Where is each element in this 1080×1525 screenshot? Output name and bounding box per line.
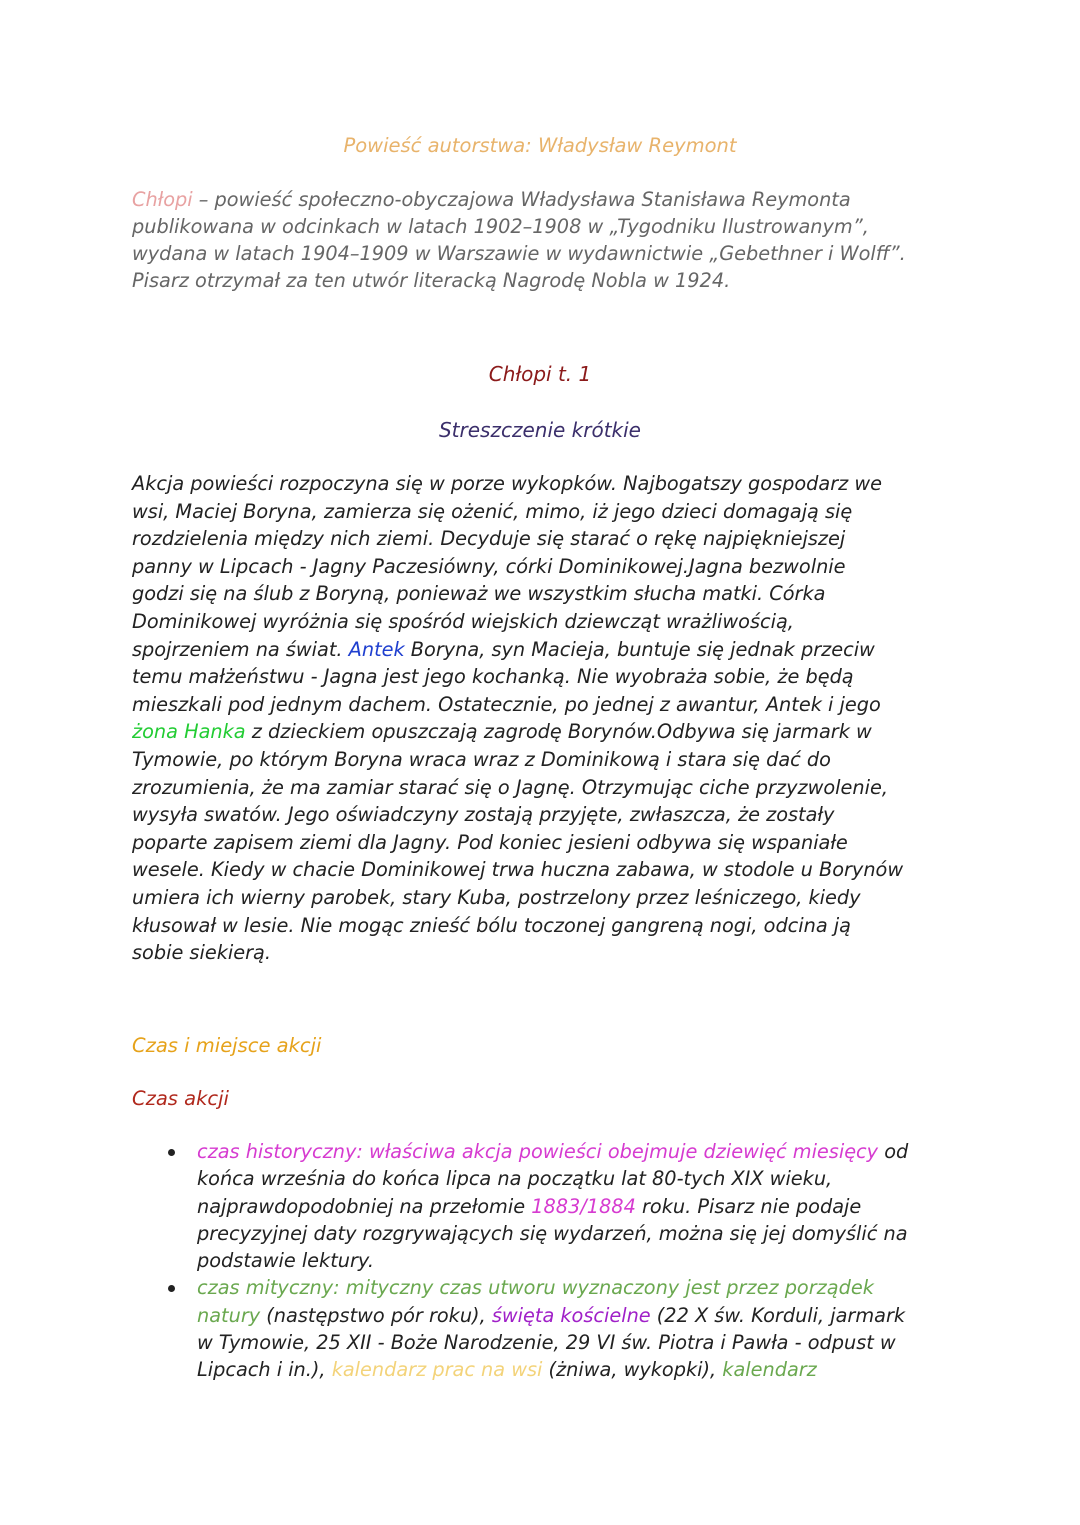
bullet-item-historical	[130, 1138, 970, 1274]
highlight-year: 1883/1884	[531, 1194, 636, 1218]
intro-title-word: Chłopi	[132, 188, 193, 211]
bullet-text: (22 X św. Korduli, jarmark	[650, 1303, 906, 1327]
bullet-text: Lipcach i in.),	[197, 1358, 332, 1382]
bullet-dot-icon	[168, 1149, 175, 1156]
summary-line: mieszkali pod jednym dachem. Ostatecznie, po jednej z awantur, Antek i jego	[132, 692, 881, 716]
highlight-historical: czas historyczny: właściwa akcja powieści obejmuje dziewięć miesięcy	[197, 1140, 879, 1163]
summary-line: umiera ich wierny parobek, stary Kuba, postrzelony przez leśniczego, kiedy	[132, 885, 861, 909]
summary-heading: Streszczenie krótkie	[438, 418, 641, 442]
summary-line	[132, 718, 962, 746]
summary-line: rozdzielenia między nich ziemi. Decyduje się starać o rękę najpiękniejszej	[132, 527, 846, 551]
section-heading: Czas i miejsce akcji	[132, 1034, 322, 1057]
highlight-mythical: czas mityczny: mityczny czas utworu wyznaczony jest przez porządek	[197, 1276, 874, 1300]
bullet-line: podstawie lektury.	[197, 1249, 374, 1273]
summary-line: Tymowie, po którym Boryna wraca wraz z Dominikową i stara się dać do	[132, 747, 831, 771]
highlight-calendar: kalendarz	[722, 1358, 817, 1382]
bullet-line: końca września do końca lipca na początku lat 80-tych XIX wieku,	[197, 1167, 833, 1191]
summary-line: wysyła swatów. Jego oświadczyny zostają przyjęte, zwłaszcza, że zostały	[132, 803, 835, 827]
summary-line: Akcja powieści rozpoczyna się w porze wykopków. Najbogatszy gospodarz we	[132, 472, 883, 495]
highlight-church-holidays: święta kościelne	[491, 1303, 651, 1327]
bullet-dot-icon	[168, 1285, 175, 1292]
intro-paragraph	[132, 186, 962, 294]
bullet-line: w Tymowie, 25 XII - Boże Narodzenie, 29 VI św. Piotra i Pawła - odpust w	[197, 1331, 896, 1355]
bullet-text: najprawdopodobniej na przełomie	[197, 1194, 532, 1218]
summary-line: temu małżeństwu - Jagna jest jego kochanką. Nie wyobraża sobie, że będą	[132, 665, 854, 689]
bullet-list	[130, 1138, 970, 1384]
summary-text: z dzieckiem opuszczają zagrodę Borynów.Odbywa się jarmark w	[245, 720, 872, 744]
bullet-item-mythical	[130, 1274, 970, 1383]
intro-line: wydana w latach 1904–1909 w Warszawie w wydawnictwie „Gebethner i Wolff”.	[132, 242, 906, 265]
bullet-text: (następstwo pór roku),	[260, 1303, 492, 1327]
summary-line	[132, 636, 962, 664]
highlight-hanka: żona Hanka	[132, 720, 246, 744]
summary-line: panny w Lipcach - Jagny Paczesiówny, córki Dominikowej.Jagna bezwolnie	[132, 554, 846, 578]
intro-line: Pisarz otrzymał za ten utwór literacką Nagrodę Nobla w 1924.	[132, 269, 731, 292]
highlight-nature: natury	[197, 1303, 261, 1327]
summary-line: godzi się na ślub z Boryną, ponieważ we wszystkim słucha matki. Córka	[132, 582, 826, 606]
bullet-text: od	[878, 1140, 909, 1163]
summary-line: zrozumienia, że ma zamiar starać się o Jagnę. Otrzymując ciche przyzwolenie,	[132, 775, 888, 799]
highlight-farm-calendar: kalendarz prac na wsi	[331, 1358, 543, 1382]
intro-line: – powieść społeczno-obyczajowa Władysława Stanisława Reymonta	[192, 188, 851, 211]
summary-line: wesele. Kiedy w chacie Dominikowej trwa huczna zabawa, w stodole u Borynów	[132, 858, 904, 882]
bullet-line: precyzyjnej daty rozgrywających się wydarzeń, można się jej domyślić na	[197, 1221, 908, 1245]
summary-line: sobie siekierą.	[132, 941, 271, 965]
section-subheading: Czas akcji	[132, 1087, 229, 1110]
summary-text: Boryna, syn Macieja, buntuje się jednak przeciw	[404, 637, 875, 661]
summary-paragraph	[132, 470, 962, 967]
summary-line: poparte zapisem ziemi dla Jagny. Pod koniec jesieni odbywa się wspaniałe	[132, 830, 848, 854]
volume-title: Chłopi t. 1	[488, 362, 592, 386]
intro-line: publikowana w odcinkach w latach 1902–1908 w „Tygodniku Ilustrowanym”,	[132, 215, 869, 238]
summary-line: Dominikowej wyróżnia się spośród wiejskich dziewcząt wrażliwością,	[132, 609, 794, 633]
author-line: Powieść autorstwa: Władysław Reymont	[343, 134, 737, 157]
bullet-text: (żniwa, wykopki),	[542, 1358, 723, 1382]
summary-line: wsi, Maciej Boryna, zamierza się ożenić, mimo, iż jego dzieci domagają się	[132, 499, 853, 523]
summary-line: kłusował w lesie. Nie mogąc znieść bólu toczonej gangreną nogi, odcina ją	[132, 913, 851, 937]
bullet-text: roku. Pisarz nie podaje	[635, 1194, 862, 1218]
summary-text: spojrzeniem na świat.	[132, 637, 349, 661]
highlight-antek: Antek	[348, 637, 405, 661]
